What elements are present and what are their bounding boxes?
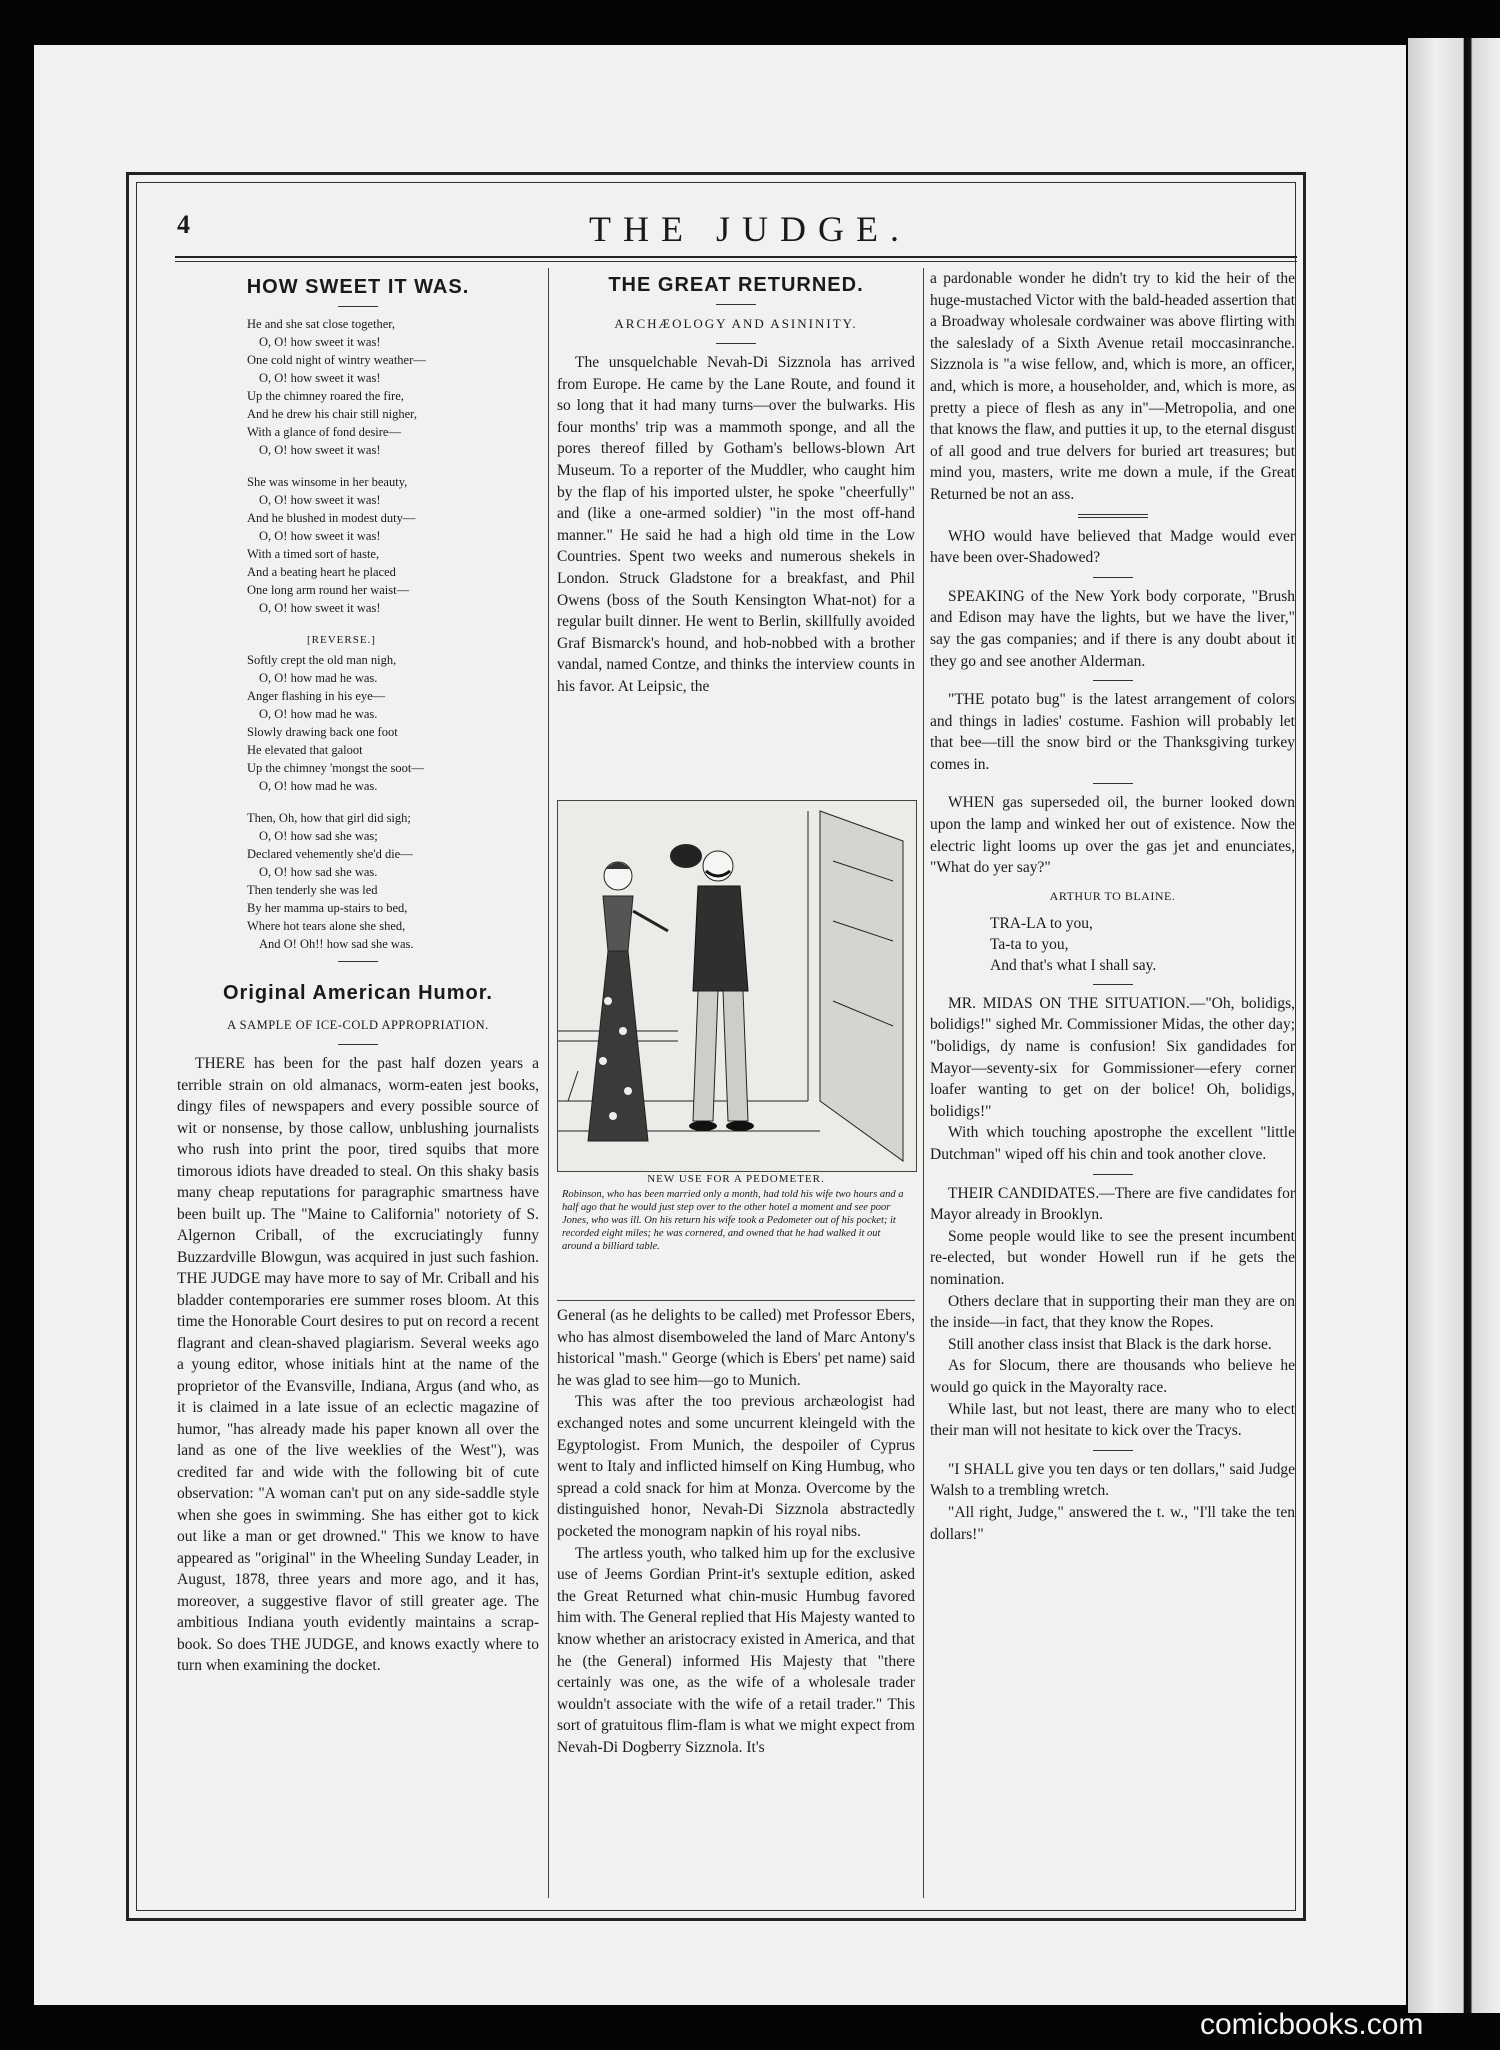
poem-line: And a beating heart he placed (247, 565, 396, 579)
article-text: a pardonable wonder he didn't try to kid the heir of the huge-mustached Victor with the bald-headed assertion that a Broadway wholesale cordwainer was above flirting with the saleslady of a Sixth Avenue retail moccasinranche. Sizznola is "a wise fellow, and, which is more, an officer, and, which is more, a householder, and, which is more, as pretty a piece of flesh as any in"—Metropolia, and one that knows the flaw, and putties it up, to the eternal disgust of all good and true delvers for buried art treasures; but mind you, masters, write me down a mule, if the Great Returned be not an ass. (930, 270, 1295, 503)
poem-line: O, O! how sweet it was! (259, 493, 381, 507)
article-title: THE GREAT RETURNED. (608, 274, 864, 296)
paragraph: SPEAKING of the New York body corporate, "Brush and Edison may have the lights, but we have the liver," say the gas companies; and if there is any doubt about it they go and see another Alderman. (930, 587, 1295, 670)
divider (1093, 1174, 1133, 1175)
divider (1093, 984, 1133, 985)
masthead: THE JUDGE. (589, 209, 911, 249)
column-rule-2 (923, 268, 924, 1898)
cartoon-rule (557, 1300, 915, 1301)
double-divider (1078, 514, 1148, 518)
divider (1093, 577, 1133, 578)
divider (716, 304, 756, 305)
verse-line: And that's what I shall say. (990, 956, 1157, 974)
divider (1093, 680, 1133, 681)
masthead-rule (175, 256, 1297, 258)
article-text: The artless youth, who talked him up for the exclusive use of Jeems Gordian Print-it's sextuple edition, asked the Great Returned what chin-music Humbug favored him with. The General replied that His Majesty wanted to know whether an aristocracy existed in America, and that he (the General) informed His Majesty that "there certainly was one, as the wife of a wholesale trader wouldn't associate with the wife of a retail trader." This sort of gratuitous flim-flam is what we might expect from Nevah-Di Dogberry Sizznola. It's (557, 1544, 915, 1756)
cartoon-caption: NEW USE FOR A PEDOMETER. (647, 1173, 825, 1185)
article-text: The unsquelchable Nevah-Di Sizznola has arrived from Europe. He came by the Lane Route, and found it so long that it had many turns—over the bulwarks. His four months' trip was a mammoth sponge, and all the pores thereof filled by Gotham's bellows-blown Art Museum. To a reporter of the Muddler, who caught him by the flap of his imported ulster, he spoke "cheerfully" and (like a one-armed soldier) "in the most off-hand manner." He said he had a high old time in the Low Countries. Spent two weeks and numerous shekels in London. Struck Gladstone for a breakfast, and Phil Owens (boss of the South Kensington What-not) for a regular built dinner. He went to Berlin, skillfully avoided Graf Bismarck's hound, and hob-nobbed with a brother vandal, named Contze, and thinks the interview counts in his favor. At Leipsic, the (557, 354, 915, 695)
paragraph: MR. MIDAS ON THE SITUATION.—"Oh, bolidigs, bolidigs!" sighed Mr. Commissioner Midas, the other day; "bolidigs, dy name is confusion! Six gandidades for Mayor—seventy-six for Gommissioner—efery corner loafer wanting to get on der bolice! Oh, bolidigs, bolidigs!" (930, 994, 1295, 1120)
paragraph: "THE potato bug" is the latest arrangement of colors and things in ladies' costume. Fashion will probably let that bee—till the snow bird or the Thanksgiving turkey comes in. (930, 691, 1295, 773)
poem-line: He elevated that galoot (247, 743, 363, 757)
paragraph: "All right, Judge," answered the t. w., "I'll take the ten dollars!" (930, 1503, 1295, 1543)
column-rule-1 (548, 268, 549, 1898)
poem-line: O, O! how sad she was; (259, 829, 378, 843)
poem-line: One long arm round her waist— (247, 583, 410, 597)
paragraph: Others declare that in supporting their man they are on the inside—in fact, that they know the Ropes. (930, 1292, 1295, 1332)
verse-line: Ta-ta to you, (990, 935, 1069, 953)
poem-line: He and she sat close together, (247, 317, 396, 331)
poem-line: O, O! how mad he was. (259, 779, 378, 793)
poem-line: O, O! how sad she was. (259, 865, 378, 879)
paragraph: As for Slocum, there are thousands who believe he would go quick in the Mayoralty race. (930, 1357, 1295, 1396)
poem-line: With a glance of fond desire— (247, 425, 401, 439)
cartoon-illustration (557, 800, 917, 1172)
poem (247, 315, 539, 953)
arthur-verse (930, 913, 1295, 976)
poem-line: She was winsome in her beauty, (247, 475, 408, 489)
divider (338, 961, 378, 962)
masthead-rule-thin (175, 261, 1297, 262)
poem-line: Anger flashing in his eye— (247, 689, 386, 703)
poem-line: O, O! how sweet it was! (259, 335, 381, 349)
watermark[interactable]: comicbooks.com (1200, 2008, 1424, 2041)
paragraph: "I SHALL give you ten days or ten dollars," said Judge Walsh to a trembling wretch. (930, 1460, 1295, 1500)
paragraph: THEIR CANDIDATES.—There are five candidates for Mayor already in Brooklyn. (930, 1184, 1295, 1224)
page-edge (1408, 38, 1500, 2013)
divider (1093, 783, 1133, 784)
humor-subtitle: A SAMPLE OF ICE-COLD APPROPRIATION. (227, 1018, 489, 1032)
poem-line: O, O! how sweet it was! (259, 443, 381, 457)
verse-line: TRA-LA to you, (990, 914, 1093, 932)
poem-line: O, O! how mad he was. (259, 707, 378, 721)
column-2 (557, 268, 915, 698)
poem-line: And O! Oh!! how sad she was. (259, 937, 414, 951)
humor-title: Original American Humor. (223, 982, 493, 1004)
paragraph: With which touching apostrophe the excellent "little Dutchman" wiped off his chin and took another clove. (930, 1124, 1295, 1163)
divider (716, 343, 756, 344)
poem-line: Slowly drawing back one foot (247, 725, 398, 739)
column-2-continued (557, 1305, 915, 1758)
page-number: 4 (177, 210, 190, 239)
column-3 (930, 268, 1295, 1545)
paragraph: Some people would like to see the present incumbent re-elected, but wonder Howell run if he gets the nomination. (930, 1227, 1295, 1288)
poem-line: Up the chimney 'mongst the soot— (247, 761, 424, 775)
paragraph: WHEN gas superseded oil, the burner looked down upon the lamp and winked her out of existence. Now the electric light looms up over the gas jet and enunciates, "What do yer say?" (930, 794, 1295, 877)
humor-article-text: THERE has been for the past half dozen years a terrible strain on old almanacs, worm-eaten jest books, dingy files of newspapers and every possible source of wit or nonsense, by those callow, unblushing journalists who rush into print the poor, tired squibs that more timorous idiots have dreaded to steal. On this shaky basis many cheap reputations for paragraphic smartness have been built up. The "Maine to California" notoriety of S. Algernon Criball, of the excruciatingly funny Buzzardville Blowgun, was acquired in just such fashion. THE JUDGE may have more to say of Mr. Criball and his bladder contemporaries ere summer roses bloom. At this time the Honorable Court desires to put on record a recent flagrant and clean-shaved plagiarism. Several weeks ago a young editor, whose initials hint at the name of the proprietor of the Evansville, Indiana, Argus (and who, as it is claimed in a late issue of an eclectic magazine of humor, "has already made his paper known all over the land as one of the live weeklies of the West"), was credited far and wide with the following bit of cute observation: "A woman can't put on any side-saddle style when she goes in swimming. She has either got to kick out like a man or get drowned." This we know to have appeared as "original" in the Wheeling Sunday Leader, in August, 1878, three years and more ago, and it has, moreover, a suggestive flavor of still greater age. The ambitious Indiana youth evidently maintains a scrap-book. So does THE JUDGE, and knows exactly where to turn when examining the docket. (177, 1055, 539, 1674)
divider (1093, 1450, 1133, 1451)
poem-line: O, O! how sweet it was! (259, 371, 381, 385)
paragraph: While last, but not least, there are many who to elect their man will not hesitate to kick over the Tracys. (930, 1400, 1295, 1440)
reverse-label: [REVERSE.] (307, 634, 376, 646)
divider (338, 1044, 378, 1045)
article-text: General (as he delights to be called) met Professor Ebers, who has almost disemboweled the land of Marc Antony's historical "mash." George (which is Ebers' pet name) said he was glad to see him—go to Munich. (557, 1307, 915, 1389)
arthur-title: ARTHUR TO BLAINE. (1049, 888, 1176, 903)
poem-title: HOW SWEET IT WAS. (246, 276, 470, 298)
poem-line: Then tenderly she was led (247, 883, 378, 897)
poem-line: And he drew his chair still nigher, (247, 407, 417, 421)
poem-line: With a timed sort of haste, (247, 547, 380, 561)
article-subtitle: ARCHÆOLOGY AND ASININITY. (614, 316, 858, 331)
poem-line: O, O! how mad he was. (259, 671, 378, 685)
pedometer-cartoon-image (558, 801, 916, 1171)
paragraph: WHO would have believed that Madge would ever have been over-Shadowed? (930, 527, 1295, 567)
poem-line: O, O! how sweet it was! (259, 529, 381, 543)
paragraph: Still another class insist that Black is the dark horse. (948, 1335, 1272, 1353)
cartoon-description: Robinson, who has been married only a month, had told his wife two hours and a half ago that he would just step over to the other hotel a moment and see poor Jones, who was ill. On his return his wife took a Pedometer out of his pocket; it recorded eight miles; he was cornered, and owned that he had walked it out around a billiard table. (562, 1189, 904, 1252)
poem-line: Declared vehemently she'd die— (247, 847, 413, 861)
divider (338, 306, 378, 307)
poem-line: Up the chimney roared the fire, (247, 389, 404, 403)
poem-line: Where hot tears alone she shed, (247, 919, 406, 933)
article-text: This was after the too previous archæologist had exchanged notes and some uncurrent kleingeld with the Egyptologist. From Munich, the despoiler of Cyprus went to Italy and inflicted himself on King Humbug, who spread a cold snack for him at Monza. Overcome by the distinguished honor, Nevah-Di Sizznola abstractedly pocketed the monogram napkin of his royal nibs. (557, 1393, 915, 1540)
poem-line: By her mamma up-stairs to bed, (247, 901, 408, 915)
poem-line: O, O! how sweet it was! (259, 601, 381, 615)
poem-line: Then, Oh, how that girl did sigh; (247, 811, 411, 825)
poem-line: One cold night of wintry weather— (247, 353, 426, 367)
column-1 (177, 268, 539, 1677)
poem-line: And he blushed in modest duty— (247, 511, 416, 525)
poem-line: Softly crept the old man nigh, (247, 653, 397, 667)
